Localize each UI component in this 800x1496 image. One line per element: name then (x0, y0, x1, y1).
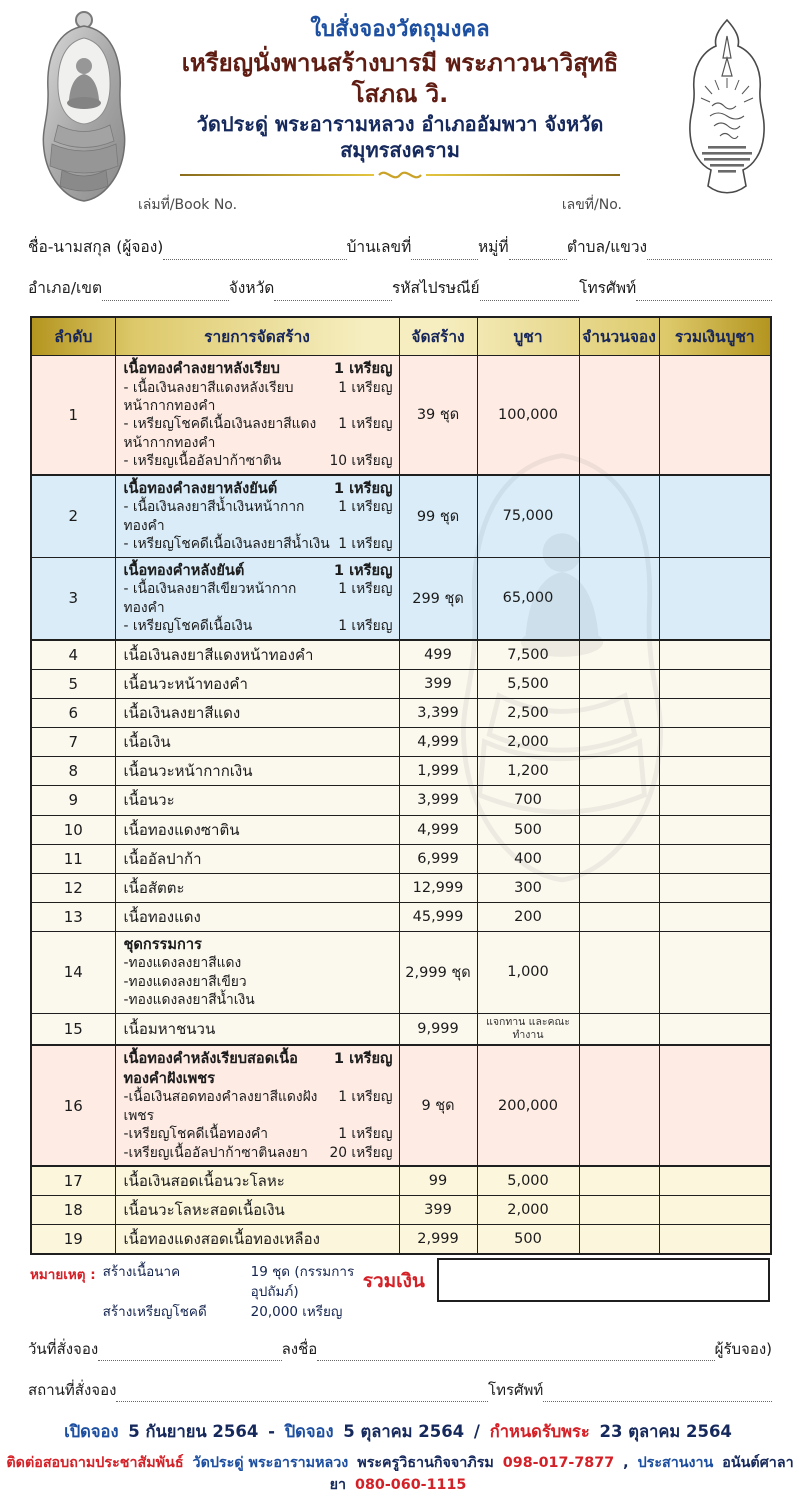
row-quantity-made: 499 (399, 640, 477, 670)
reserve-quantity-cell[interactable] (579, 728, 659, 757)
row-price: 200,000 (477, 1045, 579, 1166)
row-item-description (115, 699, 399, 728)
close-booking-label: ปิดจอง (284, 1422, 334, 1442)
note-label: หมายเหตุ : (30, 1267, 96, 1284)
row-item-description (115, 1225, 399, 1255)
signature-input-line[interactable] (317, 1344, 714, 1361)
row-order-number: 2 (31, 475, 115, 558)
item-quantity: 1 เหรียญ (338, 1089, 393, 1106)
table-row (31, 670, 771, 699)
reserve-quantity-cell[interactable] (579, 786, 659, 815)
item-title-line (124, 1049, 393, 1088)
row-quantity-made: 9 ชุด (399, 1045, 477, 1166)
item-line (124, 415, 393, 452)
item-text: -ทองแดงลงยาสีแดง (123, 955, 242, 972)
row-quantity-made: 3,399 (399, 699, 477, 728)
item-quantity: 10 เหรียญ (329, 453, 393, 470)
item-text: เนื้อเงินลงยาสีแดง (123, 704, 241, 723)
table-row (31, 475, 771, 558)
item-line (124, 1200, 391, 1220)
item-line (124, 954, 393, 972)
item-text: เนื้อทองคำหลังยันต์ (123, 561, 245, 579)
row-price: 1,200 (477, 757, 579, 786)
item-line (124, 617, 393, 635)
total-amount-cell[interactable] (659, 699, 771, 728)
item-quantity: 1 เหรียญ (338, 379, 393, 396)
province-input-line[interactable] (274, 284, 392, 301)
item-text: เนื้อนวะโลหะสอดเนื้อเงิน (123, 1201, 285, 1220)
order-place-input-line[interactable] (116, 1385, 488, 1402)
row-order-number: 4 (31, 640, 115, 670)
row-order-number: 9 (31, 786, 115, 815)
reserve-quantity-cell[interactable] (579, 1225, 659, 1255)
row-order-number: 6 (31, 699, 115, 728)
row-quantity-made: 45,999 (399, 902, 477, 931)
row-item-description (115, 786, 399, 815)
table-row (31, 757, 771, 786)
row-price: 75,000 (477, 475, 579, 558)
item-text: เนื้อทองคำหลังเรียบสอดเนื้อทองคำฝังเพชร (123, 1050, 298, 1087)
item-text: เนื้อทองคำลงยาหลังเรียบ (123, 359, 280, 377)
grand-total-label: รวมเงิน (362, 1270, 425, 1293)
header (150, 0, 650, 182)
item-line (124, 580, 393, 617)
tambon-label: ตำบล/แขวง (566, 237, 648, 256)
reserve-quantity-cell[interactable] (579, 1013, 659, 1045)
postcode-input-line[interactable] (480, 284, 580, 301)
no-label: เลขที่/No. (561, 196, 622, 213)
row-quantity-made: 399 (399, 670, 477, 699)
row-price: 500 (477, 815, 579, 844)
page-title: ใบสั่งจองวัตถุมงคล (310, 17, 490, 42)
item-text: เนื้อสัตตะ (123, 878, 185, 897)
contact-person-name: อนันต์ศาลายา (329, 1455, 794, 1494)
total-amount-cell[interactable] (659, 757, 771, 786)
item-line (124, 379, 393, 416)
table-row (31, 557, 771, 640)
name-input-line[interactable] (163, 243, 346, 260)
contact-phone-2: 080-060-1115 (355, 1477, 467, 1494)
col-header-reserve-qty: จำนวนจอง (579, 317, 659, 356)
table-row (31, 844, 771, 873)
total-amount-cell[interactable] (659, 355, 771, 474)
table-row (31, 902, 771, 931)
book-no-label: เล่มที่/Book No. (138, 196, 238, 213)
item-line (124, 761, 391, 781)
row-item-description (115, 931, 399, 1013)
sign-label: ลงชื่อ (281, 1340, 318, 1359)
row-order-number: 19 (31, 1225, 115, 1255)
item-line (124, 732, 391, 752)
item-line (124, 1229, 391, 1249)
row-price: 65,000 (477, 557, 579, 640)
item-text: - เหรียญเนื้ออัลปาก้าซาติน (123, 453, 282, 470)
gold-divider-ornament (377, 168, 423, 182)
table-row (31, 931, 771, 1013)
col-header-made: จัดสร้าง (399, 317, 477, 356)
item-text: ชุดกรรมการ (123, 935, 202, 953)
item-quantity: 1 เหรียญ (338, 499, 393, 516)
table-header-row (31, 317, 771, 356)
row-quantity-made: 1,999 (399, 757, 477, 786)
item-text: - เหรียญโชคดีเนื้อเงินลงยาสีแดงหน้ากากทองคำ (123, 416, 317, 451)
item-text: เนื้อเงิน (123, 733, 171, 752)
table-row (31, 1045, 771, 1166)
item-line (124, 535, 393, 553)
row-order-number: 18 (31, 1196, 115, 1225)
receiver-label: ผู้รับจอง) (714, 1340, 772, 1359)
item-quantity: 20 เหรียญ (329, 1144, 393, 1161)
row-order-number: 11 (31, 844, 115, 873)
reserve-quantity-cell[interactable] (579, 1196, 659, 1225)
row-price: แจกทาน และคณะทำงาน (477, 1013, 579, 1045)
note-line1-item: สร้างเนื้อนาค (102, 1264, 181, 1281)
row-item-description (115, 475, 399, 558)
item-quantity: 1 เหรียญ (333, 359, 393, 377)
open-booking-label: เปิดจอง (64, 1422, 119, 1442)
item-line (124, 878, 391, 898)
row-item-description (115, 640, 399, 670)
item-title-line (124, 935, 393, 955)
row-quantity-made: 4,999 (399, 728, 477, 757)
item-text: เนื้อนวะหน้ากากเงิน (123, 762, 253, 781)
order-date-input-line[interactable] (98, 1344, 281, 1361)
total-amount-cell[interactable] (659, 1045, 771, 1166)
item-text: เนื้อมหาชนวน (123, 1019, 216, 1038)
item-line (124, 820, 391, 840)
item-quantity: 1 เหรียญ (333, 1050, 393, 1068)
row-price: 5,000 (477, 1166, 579, 1196)
table-row (31, 640, 771, 670)
row-order-number: 7 (31, 728, 115, 757)
item-title-line (124, 359, 393, 379)
item-text: เนื้อทองแดงซาติน (123, 820, 240, 839)
reserve-quantity-cell[interactable] (579, 931, 659, 1013)
row-order-number: 1 (31, 355, 115, 474)
row-quantity-made: 99 (399, 1166, 477, 1196)
row-order-number: 3 (31, 557, 115, 640)
col-header-item: รายการจัดสร้าง (115, 317, 399, 356)
item-line (124, 973, 393, 991)
item-quantity: 1 เหรียญ (333, 561, 393, 579)
amulet-name-title: เหรียญนั่งพานสร้างบารมี พระภาวนาวิสุทธิโสภณ วิ. (181, 48, 619, 108)
contact-phone-label: โทรศัพท์ (488, 1381, 544, 1400)
row-item-description (115, 757, 399, 786)
note-total-row (30, 1258, 770, 1322)
row-quantity-made: 299 ชุด (399, 557, 477, 640)
row-item-description (115, 1196, 399, 1225)
name-label: ชื่อ-นามสกุล (ผู้จอง) (28, 237, 164, 256)
item-quantity: 1 เหรียญ (338, 618, 393, 635)
row-item-description (115, 844, 399, 873)
table-row (31, 699, 771, 728)
item-quantity: 1 เหรียญ (333, 479, 393, 497)
item-text: เนื้อเงินลงยาสีแดงหน้าทองคำ (123, 645, 314, 664)
col-header-price: บูชา (477, 317, 579, 356)
total-amount-cell[interactable] (659, 931, 771, 1013)
item-quantity: 1 เหรียญ (338, 1126, 393, 1143)
table-row (31, 1013, 771, 1045)
amulet-front-image (28, 8, 140, 206)
tambon-input-line[interactable] (647, 243, 772, 260)
reserve-quantity-cell[interactable] (579, 1045, 659, 1166)
row-quantity-made: 2,999 ชุด (399, 931, 477, 1013)
contact-phone-1: 098-017-7877 (502, 1455, 615, 1472)
col-header-total: รวมเงินบูชา (659, 317, 771, 356)
item-line (124, 674, 391, 694)
reserve-quantity-cell[interactable] (579, 1166, 659, 1196)
total-amount-cell[interactable] (659, 815, 771, 844)
order-date-label: วันที่สั่งจอง (28, 1340, 99, 1359)
total-amount-cell[interactable] (659, 728, 771, 757)
row-order-number: 8 (31, 757, 115, 786)
receive-date: 23 ตุลาคม 2564 (599, 1422, 732, 1442)
item-text: -ทองแดงลงยาสีน้ำเงิน (123, 992, 255, 1009)
row-price: 5,500 (477, 670, 579, 699)
book-number-row (138, 194, 622, 216)
row-price: 700 (477, 786, 579, 815)
row-price: 1,000 (477, 931, 579, 1013)
phone-input-line[interactable] (636, 284, 772, 301)
contact-temple: วัดประดู่ พระอารามหลวง (192, 1455, 349, 1472)
item-quantity: 1 เหรียญ (338, 536, 393, 553)
row-order-number: 16 (31, 1045, 115, 1166)
item-text: -ทองแดงลงยาสีเขียว (123, 973, 247, 990)
reserve-quantity-cell[interactable] (579, 757, 659, 786)
row-item-description (115, 728, 399, 757)
total-amount-cell[interactable] (659, 1166, 771, 1196)
row-quantity-made: 2,999 (399, 1225, 477, 1255)
row-price: 500 (477, 1225, 579, 1255)
row-quantity-made: 3,999 (399, 786, 477, 815)
amulet-back-image (668, 14, 786, 206)
total-amount-cell[interactable] (659, 873, 771, 902)
schedule-dash: - (268, 1422, 275, 1442)
item-text: - เนื้อเงินลงยาสีแดงหลังเรียบหน้ากากทองคำ (123, 379, 294, 414)
row-order-number: 5 (31, 670, 115, 699)
reserve-quantity-cell[interactable] (579, 902, 659, 931)
item-line (124, 1171, 391, 1191)
order-table (30, 316, 772, 1255)
row-item-description (115, 1045, 399, 1166)
province-label: จังหวัด (228, 278, 275, 297)
total-amount-cell[interactable] (659, 475, 771, 558)
reserve-quantity-cell[interactable] (579, 640, 659, 670)
row-order-number: 17 (31, 1166, 115, 1196)
row-price: 300 (477, 873, 579, 902)
row-order-number: 12 (31, 873, 115, 902)
row-item-description (115, 873, 399, 902)
row-quantity-made: 12,999 (399, 873, 477, 902)
reserve-quantity-cell[interactable] (579, 670, 659, 699)
schedule-line (0, 1419, 800, 1445)
row-item-description (115, 902, 399, 931)
row-item-description (115, 670, 399, 699)
amphoe-input-line[interactable] (102, 284, 229, 301)
contact-phone-input-line[interactable] (543, 1385, 772, 1402)
reserve-quantity-cell[interactable] (579, 355, 659, 474)
house-no-label: บ้านเลขที่ (346, 237, 412, 256)
reserve-quantity-cell[interactable] (579, 815, 659, 844)
item-line (124, 498, 393, 535)
open-booking-date: 5 กันยายน 2564 (128, 1422, 259, 1442)
total-amount-cell[interactable] (659, 1013, 771, 1045)
row-quantity-made: 4,999 (399, 815, 477, 844)
row-order-number: 13 (31, 902, 115, 931)
reserve-quantity-cell[interactable] (579, 844, 659, 873)
contact-monk-name: พระครูวิธานกิจจาภิรม (357, 1455, 494, 1472)
item-line (124, 645, 391, 665)
note-line1-qty: 19 ชุด (กรรมการอุปถัมภ์) (250, 1264, 355, 1300)
reserve-quantity-cell[interactable] (579, 873, 659, 902)
gold-divider (180, 168, 620, 182)
row-price: 200 (477, 902, 579, 931)
item-text: -เหรียญโชคดีเนื้อทองคำ (123, 1126, 269, 1143)
amphoe-label: อำเภอ/เขต (28, 278, 103, 297)
item-line (124, 907, 391, 927)
postcode-label: รหัสไปรษณีย์ (391, 278, 480, 297)
row-item-description (115, 355, 399, 474)
total-amount-cell[interactable] (659, 670, 771, 699)
col-header-order: ลำดับ (31, 317, 115, 356)
item-line (124, 452, 393, 470)
item-text: - เหรียญโชคดีเนื้อเงินลงยาสีน้ำเงิน (123, 536, 330, 553)
close-booking-date: 5 ตุลาคม 2564 (343, 1422, 465, 1442)
row-price: 2,500 (477, 699, 579, 728)
item-line (124, 703, 391, 723)
reserve-quantity-cell[interactable] (579, 557, 659, 640)
temple-name-title: วัดประดู่ พระอารามหลวง อำเภออัมพวา จังหวัดสมุทรสงคราม (196, 111, 604, 162)
item-text: - เนื้อเงินลงยาสีน้ำเงินหน้ากากทองคำ (123, 499, 305, 534)
row-price: 100,000 (477, 355, 579, 474)
row-item-description (115, 815, 399, 844)
item-text: -เนื้อเงินสอดทองคำลงยาสีแดงฝังเพชร (123, 1089, 318, 1124)
contact-inquiry-label: ติดต่อสอบถามประชาสัมพันธ์ (6, 1455, 184, 1472)
item-text: เนื้อทองแดงสอดเนื้อทองเหลือง (123, 1230, 320, 1249)
row-price: 2,000 (477, 1196, 579, 1225)
item-line (124, 1019, 391, 1039)
table-row (31, 1166, 771, 1196)
row-quantity-made: 399 (399, 1196, 477, 1225)
row-price: 2,000 (477, 728, 579, 757)
table-row (31, 728, 771, 757)
total-amount-cell[interactable] (659, 557, 771, 640)
row-price: 7,500 (477, 640, 579, 670)
item-text: เนื้อทองแดง (123, 907, 201, 926)
row-order-number: 14 (31, 931, 115, 1013)
order-place-label: สถานที่สั่งจอง (28, 1381, 117, 1400)
item-line (124, 790, 391, 810)
orderer-info-form (28, 234, 772, 301)
signature-section (28, 1337, 772, 1402)
item-line (124, 1088, 393, 1125)
phone-label: โทรศัพท์ (579, 278, 637, 297)
total-amount-cell[interactable] (659, 902, 771, 931)
table-row (31, 873, 771, 902)
table-row (31, 786, 771, 815)
item-line (124, 849, 391, 869)
table-row (31, 815, 771, 844)
item-quantity: 1 เหรียญ (338, 416, 393, 433)
row-price: 400 (477, 844, 579, 873)
total-amount-cell[interactable] (659, 640, 771, 670)
item-quantity: 1 เหรียญ (338, 581, 393, 598)
item-text: เนื้อนวะหน้าทองคำ (123, 675, 248, 694)
table-row (31, 355, 771, 474)
total-amount-cell[interactable] (659, 844, 771, 873)
item-text: เนื้ออัลปาก้า (123, 849, 202, 868)
item-line (124, 1125, 393, 1143)
item-text: เนื้อทองคำลงยาหลังยันต์ (123, 479, 278, 497)
row-order-number: 10 (31, 815, 115, 844)
reserve-quantity-cell[interactable] (579, 699, 659, 728)
row-item-description (115, 1166, 399, 1196)
contact-line (0, 1452, 800, 1496)
contact-coordination-label: ประสานงาน (637, 1455, 714, 1472)
reserve-quantity-cell[interactable] (579, 475, 659, 558)
row-quantity-made: 39 ชุด (399, 355, 477, 474)
note-block (30, 1258, 363, 1322)
item-title-line (124, 561, 393, 581)
table-row (31, 1196, 771, 1225)
moo-input-line[interactable] (509, 243, 567, 260)
moo-label: หมู่ที่ (477, 237, 509, 256)
note-line2-item: สร้างเหรียญโชคดี (102, 1303, 207, 1320)
row-quantity-made: 99 ชุด (399, 475, 477, 558)
total-amount-cell[interactable] (659, 786, 771, 815)
item-text: - เนื้อเงินลงยาสีเขียวหน้ากากทองคำ (123, 581, 297, 616)
contact-comma: , (623, 1455, 629, 1472)
item-text: - เหรียญโชคดีเนื้อเงิน (123, 618, 253, 635)
schedule-slash: / (473, 1422, 480, 1442)
house-no-input-line[interactable] (411, 243, 478, 260)
row-item-description (115, 557, 399, 640)
row-order-number: 15 (31, 1013, 115, 1045)
row-quantity-made: 6,999 (399, 844, 477, 873)
row-quantity-made: 9,999 (399, 1013, 477, 1045)
note-line2-qty: 20,000 เหรียญ (250, 1303, 343, 1320)
item-line (124, 1144, 393, 1162)
receive-date-label: กำหนดรับพระ (489, 1422, 590, 1442)
grand-total-input-box[interactable] (437, 1258, 770, 1302)
total-amount-cell[interactable] (659, 1196, 771, 1225)
item-line (124, 991, 393, 1009)
item-title-line (124, 479, 393, 499)
item-text: -เหรียญเนื้ออัลปาก้าซาตินลงยา (123, 1144, 308, 1161)
item-text: เนื้อเงินสอดเนื้อนวะโลหะ (123, 1172, 285, 1191)
row-item-description (115, 1013, 399, 1045)
item-text: เนื้อนวะ (123, 791, 175, 810)
table-row (31, 1225, 771, 1255)
total-amount-cell[interactable] (659, 1225, 771, 1255)
